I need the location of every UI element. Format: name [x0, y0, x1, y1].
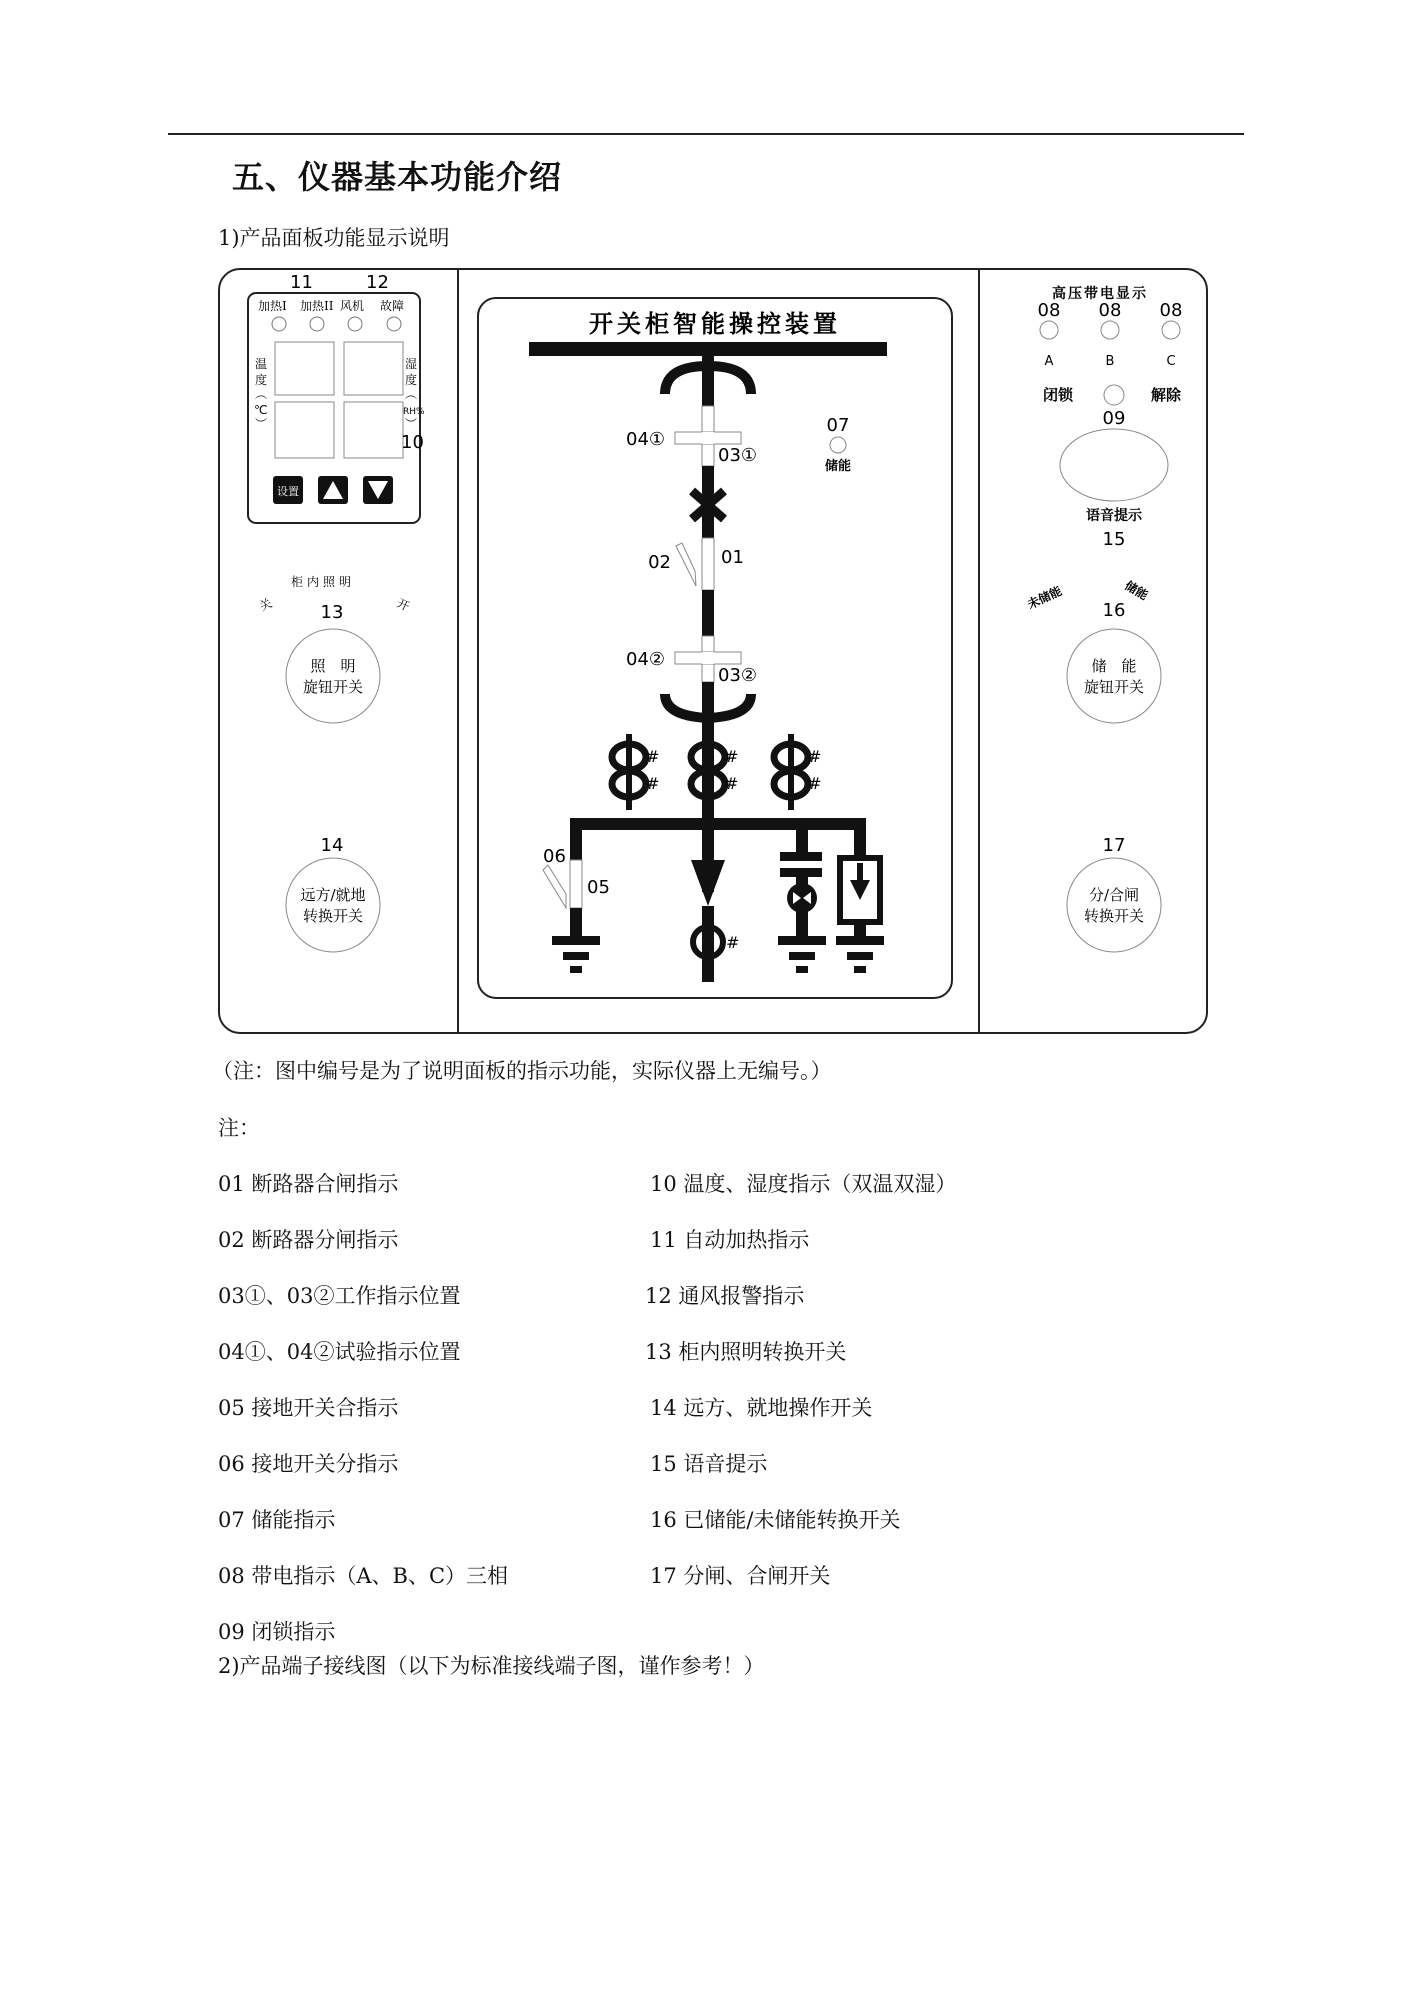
current-transformers [612, 734, 808, 810]
stored-label: 储能 [1122, 578, 1151, 603]
label-16: 16 [1102, 600, 1126, 621]
legend-item: 02 断路器分闸指示 [218, 1228, 399, 1252]
indicator-01 [702, 538, 714, 590]
ct-mark: # [808, 774, 822, 793]
ct-mark: # [646, 774, 660, 793]
mimic-title: 开关柜智能操控装置 [589, 310, 841, 338]
ground-icon [778, 936, 826, 973]
instrument-panel [218, 268, 1208, 1034]
indicator-label-fault: 故障 [380, 299, 405, 313]
label-09: 09 [1102, 408, 1126, 429]
legend-item: 07 储能指示 [218, 1508, 336, 1532]
label-04-2: 04② [626, 649, 666, 670]
ground-icon [836, 936, 884, 973]
legend-item: 14 远方、就地操作开关 [650, 1396, 873, 1420]
label-14: 14 [320, 835, 344, 856]
lamp-icon [787, 883, 817, 913]
label-02: 02 [648, 552, 671, 573]
label-04-1: 04① [626, 429, 666, 450]
cable-arrow-icon [691, 860, 725, 906]
set-button[interactable] [273, 476, 303, 504]
label-10: 10 [401, 432, 424, 453]
indicator-05 [570, 860, 582, 908]
temp-label-1: 温 [255, 357, 268, 371]
led-fault [387, 317, 401, 331]
unlock-label: 解除 [1150, 386, 1182, 404]
label-15: 15 [1102, 529, 1126, 550]
indicator-label-heat1: 加热I [258, 299, 287, 313]
section-title: 五、仪器基本功能介绍 [232, 158, 563, 196]
lower-bus [570, 818, 860, 830]
energy-store-knob[interactable] [1067, 629, 1161, 723]
led-heat2 [310, 317, 324, 331]
label-05: 05 [587, 877, 610, 898]
label-01: 01 [721, 547, 744, 568]
legend-item: 06 接地开关分指示 [218, 1452, 399, 1476]
subsection-title-2: 2)产品端子接线图（以下为标准接线端子图，谨作参考！） [218, 1654, 765, 1678]
legend-item: 10 温度、湿度指示（双温双湿） [650, 1172, 957, 1196]
ct-mark: # [725, 774, 739, 793]
led-phase-c [1162, 321, 1180, 339]
phase-c-label: C [1166, 354, 1176, 369]
led-heat1 [272, 317, 286, 331]
remote-knob-line1: 远方/就地 [300, 886, 366, 904]
legend-item: 09 闭锁指示 [218, 1620, 336, 1644]
led-phase-b [1101, 321, 1119, 339]
temp-label-5: ︶ [255, 417, 268, 431]
legend-item: 12 通风报警指示 [645, 1284, 805, 1308]
legend-item: 11 自动加热指示 [650, 1228, 810, 1252]
led-phase-a [1040, 321, 1058, 339]
busbar [529, 342, 887, 356]
label-08-a: 08 [1037, 300, 1061, 321]
indicator-02 [676, 543, 696, 586]
lighting-knob[interactable] [286, 629, 380, 723]
phase-a-label: A [1044, 354, 1054, 369]
open-close-knob-line2: 转换开关 [1083, 907, 1145, 925]
subsection-title-1: 1)产品面板功能显示说明 [218, 226, 450, 250]
indicator-label-fan: 风机 [340, 299, 365, 313]
temp-display-2 [275, 402, 334, 458]
indicator-06 [543, 865, 566, 908]
open-close-knob-line1: 分/合闸 [1088, 886, 1140, 904]
label-06: 06 [543, 846, 566, 867]
humid-label-3: ︵ [405, 387, 418, 401]
open-close-knob[interactable] [1067, 858, 1161, 952]
humid-label-5: ︶ [405, 417, 418, 431]
legend-item: 05 接地开关合指示 [218, 1396, 399, 1420]
legend-item: 01 断路器合闸指示 [218, 1172, 399, 1196]
legend-item: 15 语音提示 [650, 1452, 768, 1476]
hv-display-title: 高压带电显示 [1052, 286, 1148, 302]
phase-b-label: B [1105, 354, 1115, 369]
voice-speaker [1060, 429, 1168, 501]
energy-knob-line2: 旋钮开关 [1083, 678, 1145, 696]
voice-label: 语音提示 [1086, 508, 1142, 524]
notes-heading: 注： [218, 1116, 260, 1140]
label-11: 11 [290, 272, 313, 293]
temp-display-1 [275, 342, 334, 395]
label-07: 07 [826, 415, 850, 436]
lighting-knob-line2: 旋钮开关 [302, 678, 364, 696]
label-03-1: 03① [718, 445, 758, 466]
ct-mark: # [808, 747, 822, 766]
down-button[interactable] [363, 476, 393, 504]
led-energy-stored [830, 437, 846, 453]
panel-note: （注：图中编号是为了说明面板的指示功能，实际仪器上无编号。） [212, 1059, 832, 1083]
vt-mark: # [726, 933, 740, 952]
ground-icon [552, 936, 600, 973]
lighting-knob-line1: 照 明 [310, 657, 356, 675]
label-08-c: 08 [1159, 300, 1183, 321]
humid-label-1: 湿 [405, 357, 418, 371]
not-stored-label: 未储能 [1025, 583, 1064, 612]
panel-drawing [218, 268, 1208, 1034]
humid-unit: RH% [403, 407, 425, 417]
label-13: 13 [320, 602, 344, 623]
humidity-display-1 [344, 342, 403, 395]
lock-label: 闭锁 [1042, 386, 1074, 404]
temp-label-2: 度 [255, 373, 268, 387]
header-rule [168, 133, 1244, 135]
remote-local-knob[interactable] [286, 858, 380, 952]
capacitor-icon [780, 852, 822, 861]
lighting-on-label: 开 [394, 596, 412, 614]
led-fan [348, 317, 362, 331]
ct-mark: # [725, 747, 739, 766]
legend-item: 04①、04②试验指示位置 [218, 1340, 461, 1364]
legend-item: 17 分闸、合闸开关 [650, 1564, 831, 1588]
up-button[interactable] [318, 476, 348, 504]
legend-item: 08 带电指示（A、B、C）三相 [218, 1564, 509, 1588]
ct-mark: # [646, 747, 660, 766]
lighting-arc-label: 柜内照明 [291, 575, 356, 589]
legend-item: 16 已储能/未储能转换开关 [650, 1508, 901, 1532]
humid-label-2: 度 [405, 373, 418, 387]
label-17: 17 [1102, 835, 1126, 856]
lighting-off-label: 关 [257, 595, 275, 614]
remote-knob-line2: 转换开关 [302, 907, 364, 925]
temp-unit: ℃ [254, 403, 268, 417]
indicator-label-heat2: 加热II [300, 299, 334, 313]
legend-item: 13 柜内照明转换开关 [645, 1340, 847, 1364]
energy-knob-line1: 储 能 [1091, 657, 1137, 675]
legend-item: 03①、03②工作指示位置 [218, 1284, 461, 1308]
led-lock [1104, 385, 1124, 405]
label-03-2: 03② [718, 665, 758, 686]
svg-text:设置: 设置 [277, 485, 299, 498]
label-08-b: 08 [1098, 300, 1122, 321]
humidity-display-2 [344, 402, 403, 458]
temp-label-3: ︵ [255, 387, 268, 401]
label-12: 12 [366, 272, 389, 293]
energy-stored-label: 储能 [824, 459, 852, 474]
